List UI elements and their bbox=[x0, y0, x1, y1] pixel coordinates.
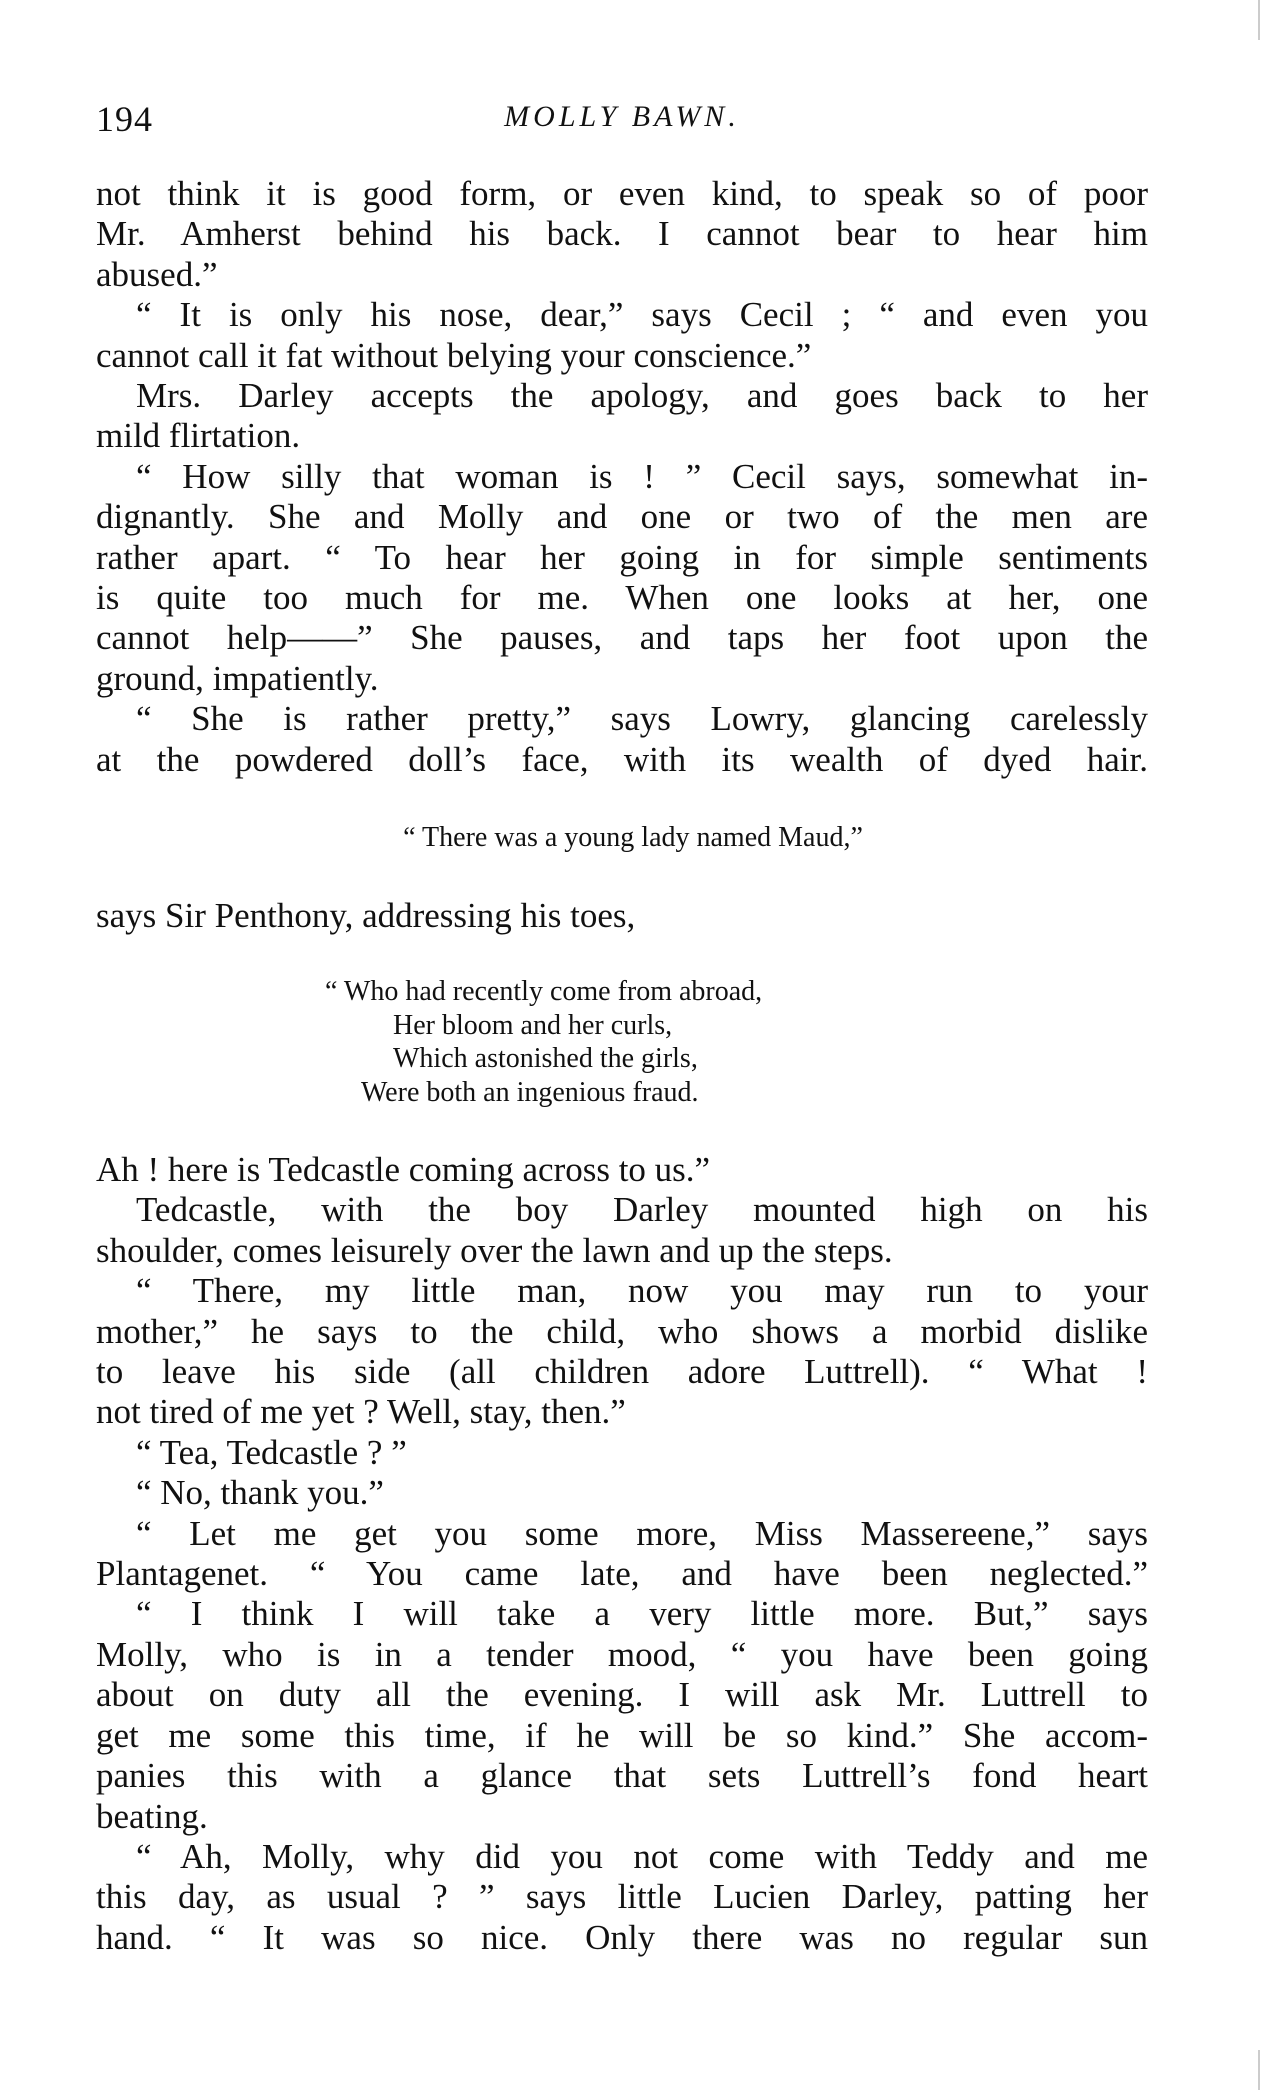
text-line: “ There, my little man, now you may run to your bbox=[136, 1271, 1148, 1311]
text-line: “ I think I will take a very little more. But,” says bbox=[136, 1594, 1148, 1634]
text-line: mother,” he says to the child, who shows a morbid dislike bbox=[96, 1311, 1148, 1351]
text-line: panies this with a glance that sets Luttrell’s fond heart bbox=[96, 1756, 1148, 1796]
verse-line: Were both an ingenious fraud. bbox=[361, 1076, 699, 1108]
text-line: mild flirtation. bbox=[96, 416, 301, 456]
text-line: “ No, thank you.” bbox=[136, 1473, 384, 1513]
page-header bbox=[96, 98, 1148, 144]
page-number: 194 bbox=[96, 99, 153, 139]
verse-line: “ Who had recently come from abroad, bbox=[325, 976, 763, 1007]
page-edge-mark bbox=[1258, 0, 1260, 40]
block-quote-line: “ There was a young lady named Maud,” bbox=[403, 822, 863, 853]
text-line: shoulder, comes leisurely over the lawn and up the steps. bbox=[96, 1230, 893, 1270]
verse-line: Her bloom and her curls, bbox=[393, 1009, 673, 1041]
text-line: hand. “ It was so nice. Only there was no regular sun bbox=[96, 1917, 1148, 1957]
text-line: not tired of me yet ? Well, stay, then.” bbox=[96, 1392, 626, 1432]
text-line: “ How silly that woman is ! ” Cecil says, somewhat in- bbox=[136, 456, 1148, 496]
text-line: about on duty all the evening. I will ask Mr. Luttrell to bbox=[96, 1675, 1148, 1715]
text-line: “ Tea, Tedcastle ? ” bbox=[136, 1432, 407, 1472]
text-line: beating. bbox=[96, 1796, 208, 1836]
verse-quote bbox=[325, 975, 762, 1109]
text-line: Molly, who is in a tender mood, “ you have been going bbox=[96, 1634, 1148, 1674]
text-line: get me some this time, if he will be so kind.” She accom- bbox=[96, 1715, 1148, 1755]
page-edge-mark bbox=[1258, 2050, 1260, 2090]
text-line: Plantagenet. “ You came late, and have been neglected.” bbox=[96, 1554, 1148, 1594]
text-line: this day, as usual ? ” says little Lucien Darley, patting her bbox=[96, 1877, 1148, 1917]
text-line: rather apart. “ To hear her going in for simple sentiments bbox=[96, 537, 1148, 577]
text-line: “ She is rather pretty,” says Lowry, glancing carelessly bbox=[136, 699, 1148, 739]
verse-line: Which astonished the girls, bbox=[393, 1043, 698, 1074]
text-line: “ Ah, Molly, why did you not come with Teddy and me bbox=[136, 1836, 1148, 1876]
text-line: dignantly. She and Molly and one or two of the men are bbox=[96, 497, 1148, 537]
text-line: cannot help——” She pauses, and taps her foot upon the bbox=[96, 618, 1148, 658]
text-line: to leave his side (all children adore Luttrell). “ What ! bbox=[96, 1352, 1148, 1392]
running-title: MOLLY BAWN. bbox=[504, 100, 740, 133]
text-line: says Sir Penthony, addressing his toes, bbox=[96, 896, 636, 935]
text-line: ground, impatiently. bbox=[96, 658, 379, 698]
text-line: Tedcastle, with the boy Darley mounted high on his bbox=[136, 1190, 1148, 1230]
text-line: Mr. Amherst behind his back. I cannot bear to hear him bbox=[96, 214, 1148, 254]
text-line: Mrs. Darley accepts the apology, and goes back to her bbox=[136, 376, 1148, 416]
text-line: abused.” bbox=[96, 254, 218, 294]
text-line: Ah ! here is Tedcastle coming across to us.” bbox=[96, 1150, 711, 1189]
paragraph-block-2 bbox=[96, 896, 1148, 936]
text-line: cannot call it fat without belying your conscience.” bbox=[96, 335, 812, 375]
text-line: “ Let me get you some more, Miss Massereene,” says bbox=[136, 1513, 1148, 1553]
text-line: not think it is good form, or even kind, to speak so of poor bbox=[96, 174, 1148, 213]
text-line: is quite too much for me. When one looks at her, one bbox=[96, 578, 1148, 618]
text-line: “ It is only his nose, dear,” says Cecil ; “ and even you bbox=[136, 295, 1148, 335]
text-line: at the powdered doll’s face, with its wealth of dyed hair. bbox=[96, 739, 1148, 779]
paragraph-block-1 bbox=[96, 174, 1148, 780]
paragraph-block-3 bbox=[96, 1150, 1148, 1958]
